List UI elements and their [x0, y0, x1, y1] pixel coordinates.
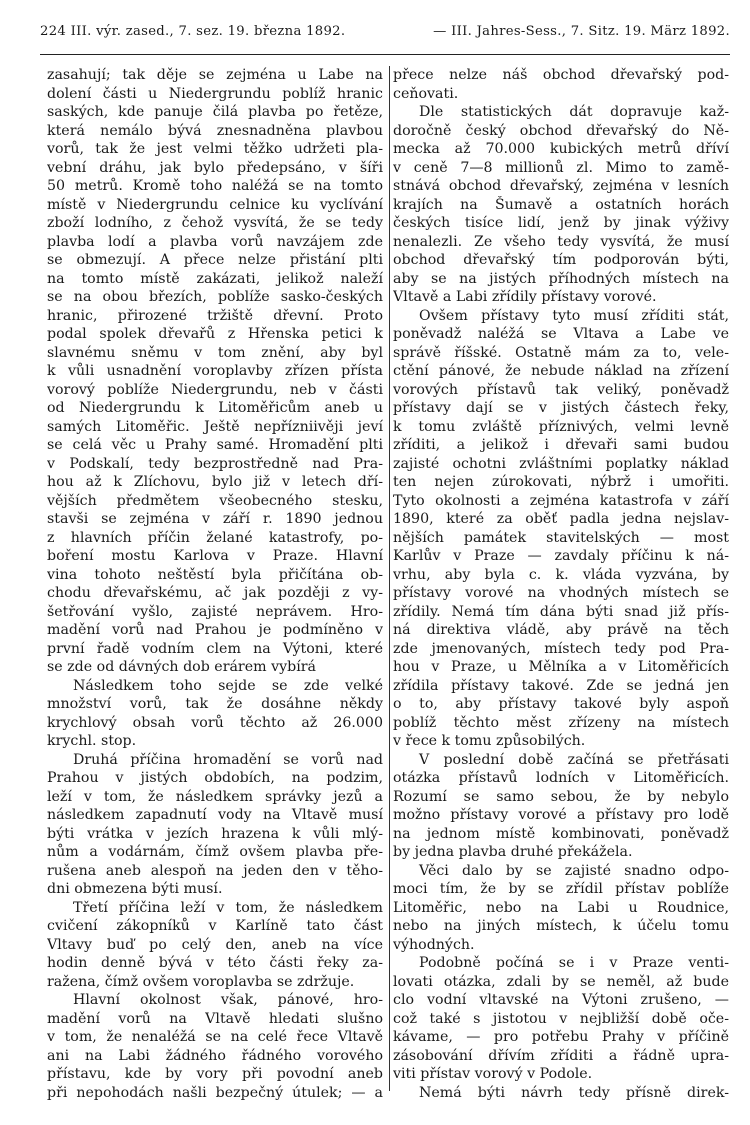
text-line: viti přístav vorový v Podole. — [393, 1066, 593, 1082]
text-line: zde jmenovaných, místech tedy pod Pra- — [393, 640, 729, 657]
text-line: hou až k Zlíchovu, bylo již v letech dří- — [47, 474, 383, 490]
text-line: leží v tom, že následkem správky jezů a — [47, 788, 383, 805]
text-line: boření mostu Karlova v Praze. Hlavní — [47, 548, 383, 564]
text-line: možno přístavy vorové a přístavy pro lodě — [393, 807, 729, 823]
text-line: krajích na Šumavě a ostatních horách — [393, 196, 729, 213]
text-line: Věci dalo by se zajisté snadno odpo- — [419, 862, 729, 879]
text-line: Třetí příčina leží v tom, že následkem — [73, 899, 383, 916]
text-line: Prahou v jistých obdobích, na podzim, — [47, 770, 383, 786]
text-line: madění vorů na Vltavě hledati slušno — [47, 1010, 383, 1027]
text-line: Hlavní okolnost však, pánové, hro- — [73, 992, 383, 1008]
text-line: clo vodní vltavské na Výtoni zrušeno, — — [393, 992, 729, 1008]
text-line: vorových přístavů tak veliký, poněvadž — [393, 381, 729, 398]
text-line: se obmezují. A přece nelze přistání plti — [47, 252, 383, 268]
text-line: býti vrátka v jezích hrazena k vůli mlý- — [47, 825, 383, 842]
text-line: vějších předmětem všeobecného stesku, — [47, 492, 383, 509]
text-line: zřídila přístavy takové. Zde se jedná jen — [393, 677, 729, 694]
text-line: mecka až 70.000 kubických metrů dříví — [393, 141, 729, 157]
text-line: zboží lodního, z čehož vysvítá, že se tedy — [47, 215, 383, 231]
text-line: dni obmezena býti musí. — [47, 881, 223, 897]
text-line: hodin denně bývá v této části řeky za- — [47, 955, 383, 971]
text-line: nebo na jiných místech, k účelu tomu — [393, 918, 729, 934]
text-line: Vltavy buď po celý den, aneb na více — [47, 936, 383, 953]
text-line: českých tisíce lidí, jenž by jinak výživy — [393, 215, 729, 231]
text-line: 50 metrů. Kromě toho naléžá se na tomto — [47, 178, 383, 194]
text-line: množství vorů, tak že dosáhne někdy — [47, 696, 383, 712]
text-line: zřídily. Nemá tím dána býti snad již přís- — [393, 603, 729, 620]
text-line: kávame, — pro potřebu Prahy v příčině — [393, 1029, 729, 1045]
text-line: 1890, které za oběť padla jedna nejslav- — [393, 511, 729, 527]
text-line: ceňovati. — [393, 85, 459, 102]
text-line: první řadě vodním clem na Výtoni, které — [47, 640, 383, 657]
text-line: obchod dřevařský tím podporován býti, — [393, 252, 729, 268]
text-line: přístavu, kde by vory při povodní aneb — [47, 1066, 383, 1082]
text-line: v řece k tomu způsobilých. — [393, 733, 586, 749]
text-line: poblíž těchto měst zřízeny na místech — [393, 714, 729, 731]
header-rule — [40, 54, 730, 55]
text-line: Podobně počíná se i v Praze venti- — [419, 955, 729, 971]
text-line: Karlův v Praze — zavdaly příčinu k ná- — [393, 548, 729, 564]
text-line: hranic, přirozené tržiště dřevní. Proto — [47, 307, 383, 324]
text-line: krychlový obsah vorů těchto až 26.000 — [47, 714, 383, 731]
text-line: se celá věc u Prahy samé. Hromadění plti — [47, 437, 383, 453]
text-line: dolení části u Niedergrundu poblíž hranic — [47, 85, 383, 102]
text-line: se na obou březích, poblíže sasko-českých — [47, 289, 383, 305]
text-line: Litoměřic, nebo na Labi u Roudnice, — [393, 899, 729, 916]
text-line: od Niedergrundu k Litoměřicům aneb u — [47, 400, 383, 416]
text-line: zříditi, a jelikož i dřevaři sami budou — [393, 437, 729, 453]
text-line: zasahují; tak děje se zejména u Labe na — [47, 67, 383, 83]
text-line: přístavy vorové na vhodných místech se — [393, 585, 729, 601]
right-column — [393, 66, 729, 1102]
text-line: poněvadž naléžá se Vltava a Labe ve — [393, 326, 729, 342]
page-header — [40, 24, 730, 39]
text-line: výhodných. — [393, 936, 475, 953]
text-line: stavši se zejména v září r. 1890 jednou — [47, 511, 383, 527]
text-line: lovati otázka, zdali by se neměl, až bude — [393, 973, 729, 990]
text-line: moci tím, že by se zřídil přístav poblíže — [393, 881, 729, 897]
text-line: plavba lodí a plavba vorů navzájem zde — [47, 233, 383, 250]
column-divider — [389, 66, 390, 1091]
text-line: V poslední době začíná se přetřásati — [419, 751, 729, 768]
text-line: vorů, tak že jest velmi těžko udržeti pla- — [47, 141, 383, 157]
text-line: v tom, že nenaléžá se na celé řece Vltavě — [47, 1029, 383, 1045]
text-line: Druhá příčina hromadění se vorů nad — [73, 751, 383, 768]
text-line: zajisté ochotni zvláštními poplatky náklad — [393, 455, 729, 472]
text-line: vrhu, aby byla c. k. vláda vyzvána, by — [393, 566, 729, 583]
text-line: Ovšem přístavy tyto musí zříditi stát, — [419, 307, 729, 324]
header-czech: 224 III. výr. zased., 7. sez. 19. března 1892. — [40, 24, 346, 39]
text-line: což také s jistotou v nejbližší době oče- — [393, 1010, 729, 1027]
text-line: následkem zapadnutí vody na Vltavě musí — [47, 807, 383, 823]
text-line: slavnému sněmu v tom znění, aby byl — [47, 344, 383, 361]
text-line: doročně český obchod dřevařský do Ně- — [393, 122, 729, 139]
left-column — [47, 66, 383, 1102]
text-line: šetřování vyšlo, zajisté neprávem. Hro- — [47, 603, 383, 620]
text-line: madění vorů nad Prahou je podmíněno v — [47, 622, 383, 638]
text-line: samých Litoměřic. Ještě nepřízniivěji jeví — [47, 418, 383, 435]
text-line: na jednom místě kombinovati, poněvadž — [393, 825, 729, 842]
text-line: nějších památek stavitelských — most — [393, 529, 729, 546]
text-line: Nemá býti návrh tedy přísně direk- — [419, 1084, 729, 1101]
text-line: v Podskalí, tedy bezprostředně nad Pra- — [47, 455, 383, 472]
text-line: ražena, čímž ovšem voroplavba se zdržuje. — [47, 973, 355, 990]
text-line: o to, aby přístavy takové byly aspoň — [393, 696, 729, 712]
text-line: ná direktiva vládě, aby právě na těch — [393, 622, 729, 638]
text-line: se zde od dávných dob erárem vybírá — [47, 659, 316, 675]
text-line: Dle statistických dát dopravuje kaž- — [419, 104, 729, 120]
text-line: Tyto okolnosti a zejména katastrofa v září — [393, 492, 729, 509]
text-line: podal spolek dřevařů z Hřenska petici k — [47, 326, 383, 342]
text-line: místě v Niedergrundu celnice ku vyclívání — [47, 196, 383, 213]
text-line: na tomto místě zakázati, jelikož naleží — [47, 270, 383, 287]
text-line: k vůli usnadnění voroplavby zřízen přísta — [47, 363, 383, 379]
text-line: správě říšské. Ostatně mám za to, vele- — [393, 344, 729, 361]
text-line: vební dráhu, jak bylo předepsáno, v šíři — [47, 159, 383, 176]
text-line: přístavy dají se v jistých částech řeky, — [393, 400, 729, 416]
text-line: krychl. stop. — [47, 733, 137, 749]
text-line: ctění pánové, že nebude náklad na zřízení — [393, 363, 729, 379]
text-line: chodu dřevařskému, ač jak později z vy- — [47, 585, 383, 601]
text-line: Vltavě a Labi zřídily přístavy vorové. — [393, 289, 657, 305]
text-line: která nemálo bývá znesnadněna plavbou — [47, 122, 383, 139]
text-line: stnává obchod dřevařský, zejména v lesních — [393, 178, 729, 194]
text-line: v ceně 7—8 millionů zl. Mimo to zamě- — [393, 159, 729, 176]
text-line: saských, kde panuje čilá plavba po řetěze, — [47, 104, 383, 120]
text-line: vina tohoto neštěstí byla přičítána ob- — [47, 566, 383, 583]
header-german: — III. Jahres-Sess., 7. Sitz. 19. März 1892. — [433, 24, 730, 39]
text-line: cvičení zákopníků v Karlíně tato část — [47, 918, 383, 934]
text-line: by jedna plavba druhé překážela. — [393, 844, 633, 860]
text-line: rušena aneb alespoň na jeden den v těho- — [47, 862, 383, 879]
text-line: ani na Labi žádného řádného vorového — [47, 1047, 383, 1064]
text-line: z hlavních příčin želané katastrofy, po- — [47, 529, 383, 546]
text-line: Následkem toho sejde se zde velké — [73, 677, 383, 694]
text-line: při nepohodách našli bezpečný útulek; — a — [47, 1084, 383, 1101]
text-line: ten nejen zúrokovati, nýbrž i umořiti. — [393, 474, 729, 490]
text-line: aby se na jistých příhodných místech na — [393, 270, 729, 287]
text-line: přece nelze náš obchod dřevařský pod- — [393, 67, 729, 83]
text-line: otázka přístavů lodních v Litoměřicích. — [393, 770, 729, 786]
text-line: k tomu zvláště příznivých, velmi levně — [393, 418, 729, 435]
text-line: vorový poblíže Niedergrundu, neb v části — [47, 381, 383, 398]
text-line: nenalezli. Ze všeho tedy vysvítá, že musí — [393, 233, 729, 250]
text-line: zásobování dřívím zříditi a řádně upra- — [393, 1047, 729, 1064]
text-line: nům a vodárnám, čímž ovšem plavba pře- — [47, 844, 383, 860]
text-line: Rozumí se samo sebou, že by nebylo — [393, 788, 729, 805]
text-line: hou v Praze, u Mělníka a v Litoměřicích — [393, 659, 729, 675]
